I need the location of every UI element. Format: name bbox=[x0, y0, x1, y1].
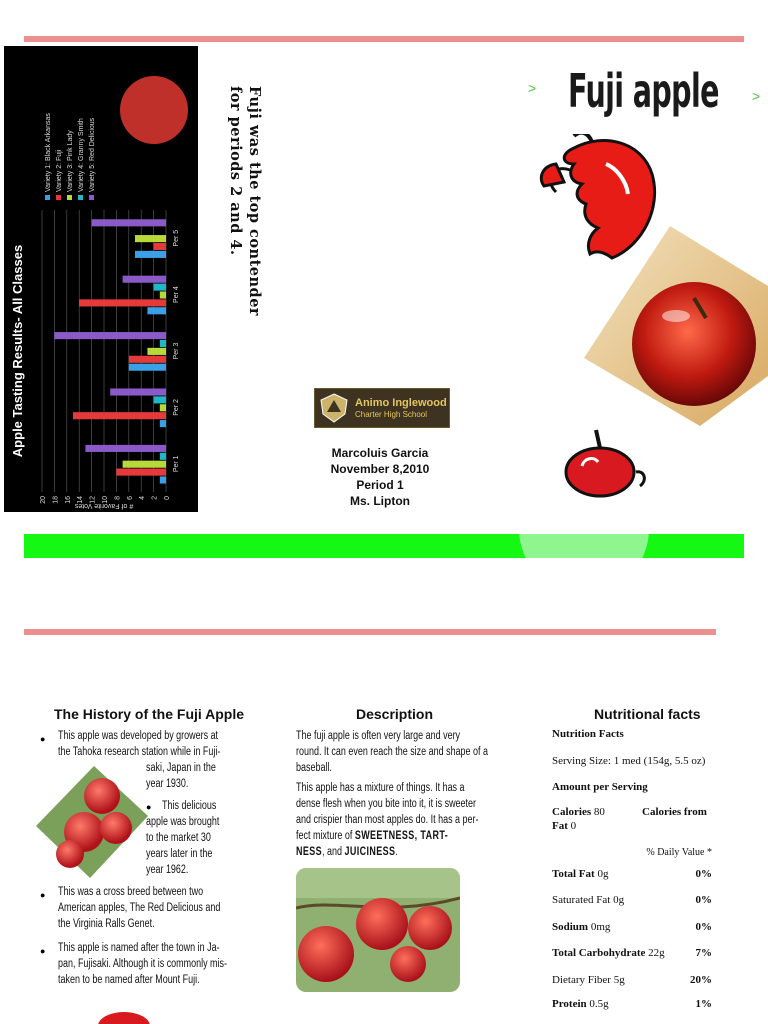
chart-y-tick-label: 18 bbox=[52, 496, 60, 504]
chart-x-tick-label: Per 2 bbox=[173, 399, 180, 416]
description-paragraph-1: The fuji apple is often very large and very round. It can even reach the size and shape of a baseball. bbox=[296, 730, 488, 774]
chart-legend-label: Variety 3: Pink Lady bbox=[67, 130, 74, 192]
nutrition-title: Nutritional facts bbox=[594, 706, 701, 722]
chart-legend-label: Variety 5: Red Delicious bbox=[89, 117, 96, 192]
chart-legend-swatch bbox=[45, 195, 50, 200]
bullet-icon: ● bbox=[146, 802, 152, 812]
nutrition-row bbox=[552, 868, 712, 880]
logo-line-1: Animo Inglewood bbox=[355, 397, 447, 409]
chart-y-tick-label: 4 bbox=[139, 496, 147, 500]
chart-bar bbox=[123, 461, 166, 468]
author-period: Period 1 bbox=[356, 478, 404, 492]
apple-tree-photo bbox=[296, 868, 460, 992]
bullet-icon: ● bbox=[40, 946, 46, 956]
nutrition-label: Total Carbohydrate bbox=[552, 947, 646, 959]
nutrition-label: Protein bbox=[552, 998, 587, 1010]
apples-branch-photo bbox=[36, 766, 148, 878]
chevron-icon: > bbox=[528, 80, 537, 96]
nutrition-daily-value: 20% bbox=[690, 974, 712, 986]
nutrition-amount: 0mg bbox=[588, 921, 611, 933]
chart-legend-swatch bbox=[67, 195, 72, 200]
daily-value-heading: % Daily Value * bbox=[646, 847, 712, 858]
shield-icon bbox=[319, 392, 349, 424]
logo-line-2: Charter High School bbox=[355, 410, 428, 419]
chart-bar bbox=[160, 453, 166, 460]
chart-bar bbox=[129, 356, 166, 363]
history-bullet-1-cont: saki, Japan in the year 1930. bbox=[146, 762, 216, 790]
chart-panel bbox=[4, 46, 198, 512]
history-bullet-2-cont: apple was brought to the market 30 years later in the year 1962. bbox=[146, 816, 220, 876]
history-bullet-3: This was a cross breed between two American apples, The Red Delicious and the Virginia Ralls Genet. bbox=[58, 886, 221, 930]
chart-x-tick-label: Per 3 bbox=[173, 342, 180, 360]
chart-bar bbox=[85, 445, 166, 452]
apple-photo bbox=[584, 226, 768, 426]
chart-legend-swatch bbox=[78, 195, 83, 200]
chart-y-axis-label: # of Favorite Votes bbox=[74, 502, 134, 509]
nutrition-row bbox=[552, 921, 712, 933]
amount-per-serving: Amount per Serving bbox=[552, 781, 648, 793]
chart-bar bbox=[154, 396, 166, 403]
chart-bar bbox=[123, 276, 166, 283]
chart-bar bbox=[154, 284, 166, 291]
chart-x-tick-label: Per 4 bbox=[173, 286, 180, 303]
history-bullet-1: This apple was developed by growers at the Tahoka research station while in Fuji- bbox=[58, 730, 221, 758]
description-paragraph-2: This apple has a mixture of things. It has a dense flesh when you bite into it, it is sweeter and crispier than most apples do. It has a per- fect mixture of SWEETNESS, TART- NESS, and JUICINESS. bbox=[296, 782, 479, 858]
nutrition-daily-value: 0% bbox=[695, 894, 712, 906]
fat-row: Fat 0 bbox=[552, 820, 577, 832]
vertical-heading bbox=[200, 86, 264, 342]
chart-y-tick-label: 14 bbox=[77, 496, 85, 504]
chart-title: Apple Tasting Results- All Classes bbox=[10, 244, 25, 458]
bullet-icon: ● bbox=[40, 734, 46, 744]
nutrition-label: Saturated Fat bbox=[552, 894, 611, 906]
nutrition-amount: 5g bbox=[610, 974, 625, 986]
chart-y-tick-label: 2 bbox=[151, 496, 159, 500]
chart-bar bbox=[92, 219, 166, 226]
chart-bar bbox=[147, 307, 166, 314]
chart-legend-label: Variety 1: Black Arkansas bbox=[45, 113, 52, 192]
chart-y-tick-label: 0 bbox=[164, 496, 171, 500]
chart-legend-label: Variety 2: Fuji bbox=[56, 149, 63, 192]
chart-bar bbox=[129, 364, 166, 371]
chart-bar bbox=[160, 291, 166, 298]
nutrition-amount: 0g bbox=[594, 868, 609, 880]
chart-bar bbox=[160, 420, 166, 427]
nutrition-row bbox=[552, 947, 712, 959]
green-band bbox=[24, 534, 744, 558]
description-title: Description bbox=[356, 706, 434, 722]
nutrition-daily-value: 0% bbox=[695, 868, 712, 880]
chart-legend-swatch bbox=[56, 195, 61, 200]
chart-legend-label: Variety 4: Granny Smith bbox=[78, 118, 85, 192]
nutrition-amount: 0g bbox=[610, 894, 625, 906]
apple-clipart-icon bbox=[560, 424, 652, 498]
nutrition-daily-value: 0% bbox=[695, 921, 712, 933]
chart-svg bbox=[4, 46, 198, 512]
history-bullet-2: This delicious bbox=[162, 800, 217, 812]
chart-x-tick-label: Per 1 bbox=[173, 455, 180, 473]
chart-y-tick-label: 10 bbox=[102, 496, 109, 504]
chart-bar bbox=[135, 235, 166, 242]
chart-apple-photo bbox=[120, 76, 188, 144]
author-block bbox=[300, 446, 460, 510]
chart-y-tick-label: 16 bbox=[64, 496, 72, 504]
apple-clipart-icon bbox=[96, 1008, 152, 1024]
chart-legend-swatch bbox=[89, 195, 94, 200]
history-bullet-4: This apple is named after the town in Ja- pan, Fujisaki. Although it is commonly mis- taken to be named after Mount Fuji. bbox=[58, 942, 228, 986]
nutrition-row bbox=[552, 894, 712, 906]
nutrition-label: Total Fat bbox=[552, 868, 595, 880]
chart-bar bbox=[116, 469, 166, 476]
bullet-icon: ● bbox=[40, 890, 46, 900]
author-name: Marcoluis Garcia bbox=[331, 446, 429, 460]
chart-y-tick-label: 6 bbox=[126, 496, 134, 500]
nutrition-facts-heading: Nutrition Facts bbox=[552, 728, 624, 740]
school-logo bbox=[314, 388, 450, 428]
chart-y-tick-label: 12 bbox=[89, 496, 97, 504]
chevron-icon: > bbox=[752, 88, 761, 104]
author-date: November 8,2010 bbox=[330, 462, 430, 476]
author-teacher: Ms. Lipton bbox=[350, 494, 410, 508]
nutrition-amount: 0.5g bbox=[586, 998, 609, 1010]
chart-bar bbox=[79, 299, 166, 306]
nutrition-row bbox=[552, 974, 712, 986]
nutrition-amount: 22g bbox=[645, 947, 665, 959]
nutrition-row bbox=[552, 998, 712, 1010]
vertical-heading-text: Fuji was the top contender for periods 2 and 4. bbox=[227, 86, 263, 317]
serving-size: Serving Size: 1 med (154g, 5.5 oz) bbox=[552, 755, 706, 767]
nutrition-daily-value: 7% bbox=[695, 947, 712, 959]
nutrition-label: Dietary Fiber bbox=[552, 974, 611, 986]
chart-y-tick-label: 20 bbox=[40, 496, 47, 504]
chart-bar bbox=[73, 412, 166, 419]
inner-divider bbox=[24, 629, 716, 635]
nutrition-daily-value: 1% bbox=[695, 998, 712, 1010]
chart-bar bbox=[54, 332, 166, 339]
nutrition-label: Sodium bbox=[552, 921, 589, 933]
chart-bar bbox=[160, 404, 166, 411]
chart-bar bbox=[154, 243, 166, 250]
top-divider bbox=[24, 36, 744, 42]
chart-bar bbox=[135, 251, 166, 258]
chart-bar bbox=[160, 476, 166, 483]
chart-bar bbox=[160, 340, 166, 347]
chart-bar bbox=[147, 348, 166, 355]
calories-row: Calories 80 Calories from bbox=[552, 806, 707, 818]
chart-x-tick-label: Per 5 bbox=[173, 229, 180, 247]
history-title: The History of the Fuji Apple bbox=[54, 706, 245, 722]
chart-bar bbox=[110, 388, 166, 395]
brochure-title: Fuji apple bbox=[568, 64, 719, 118]
chart-y-tick-label: 8 bbox=[114, 496, 122, 500]
